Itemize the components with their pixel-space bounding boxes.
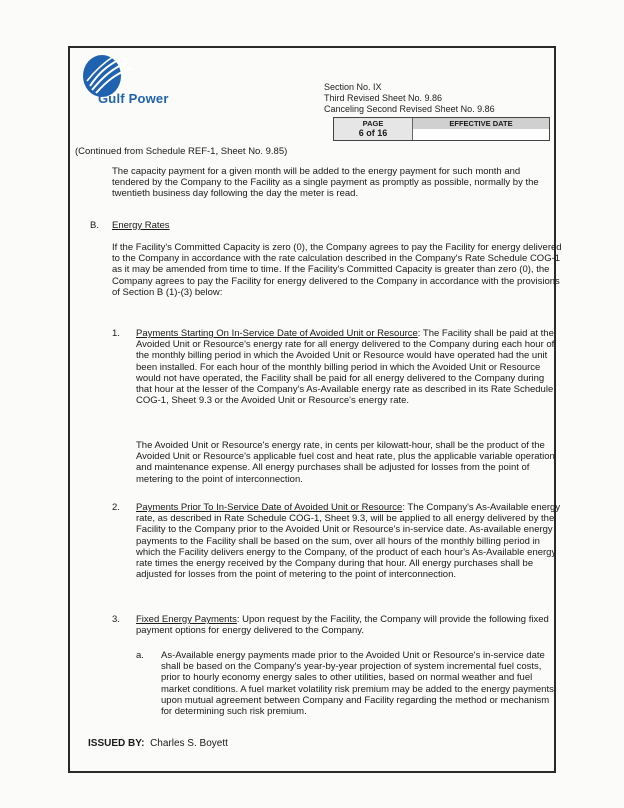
issued-by (88, 738, 228, 749)
item-2-number: 2. (112, 502, 120, 513)
effective-date-label: EFFECTIVE DATE (449, 119, 513, 128)
sheet-number: Third Revised Sheet No. 9.86 (324, 93, 443, 103)
page-table (333, 117, 550, 141)
item-1-number: 1. (112, 328, 120, 339)
page-cell (334, 118, 413, 140)
continued-note: (Continued from Schedule REF-1, Sheet No. 9.85) (75, 146, 288, 157)
section-b-label: B. (90, 220, 99, 231)
item-2-heading: Payments Prior To In-Service Date of Avoided Unit or Resource (136, 502, 403, 513)
item-3-number: 3. (112, 614, 120, 625)
sheet-info (324, 82, 495, 115)
effective-date-cell (413, 118, 549, 140)
item-2-text: : The Company's As-Available energy rate, as described in Rate Schedule COG-1, Sheet 9.3, will be applied to all energy delivered by the Facility to the Company prior to the Avoided Unit or Resource's in-service date. As-available energy payments to the Facility shall be based on the sum, over all hours of the monthly billing period in which the Facility delivers energy to the Company, of the product of each hour's As-Available energy rate times the energy received by the Company during that hour. All energy purchases shall be adjusted for losses from the point of metering to the point of interconnection. (136, 502, 561, 581)
page-value: 6 of 16 (358, 128, 388, 138)
page-label: PAGE (362, 119, 384, 128)
item-1-paragraph-2: The Avoided Unit or Resource's energy rate, in cents per kilowatt-hour, shall be the product of the Avoided Unit or Resource's applicable fuel cost and heat rate, plus the applicable variable operation and maintenance expense. All energy purchases shall be adjusted for losses from the point of metering to the point of interconnection. (136, 440, 555, 485)
issued-by-name: Charles S. Boyett (150, 738, 228, 749)
item-3a-paragraph: As-Available energy payments made prior to the Avoided Unit or Resource's in-service date shall be based on the Company's year-by-year projection of system incremental fuel costs, prior to hourly economy energy sales to other utilities, based on normal weather and fuel market conditions. A fuel market volatility risk premium may be added to the energy payments upon mutual agreement between Company and Facility regarding the method or mechanism for determining such risk premium. (161, 650, 554, 718)
brand-name: Gulf Power (98, 91, 169, 106)
item-3-paragraph (136, 614, 562, 636)
section-b-paragraph: If the Facility's Committed Capacity is zero (0), the Company agrees to pay the Facility for energy delivered to the Company in accordance with the rate calculation described in the Company's Rate Schedule COG-1 as it may be amended from time to time. If the Facility's Committed Capacity is greater than zero (0), the Company agrees to pay the Facility for energy delivered to the Company in accordance with the provisions of Section B (1)-(3) below: (112, 242, 562, 298)
capacity-paragraph: The capacity payment for a given month will be added to the energy payment for such month and tendered by the Company to the Facility as a single payment as promptly as possible, normally by the twentieth business day following the day the meter is read. (112, 166, 539, 200)
canceling-sheet: Canceling Second Revised Sheet No. 9.86 (324, 104, 495, 114)
item-3-text: : Upon request by the Facility, the Company will provide the following fixed payment options for energy delivered to the Company. (136, 614, 549, 637)
item-1-paragraph (136, 328, 562, 406)
section-number: Section No. IX (324, 82, 382, 92)
item-1-text: : The Facility shall be paid at the Avoided Unit or Resource's energy rate for all energy delivered to the Company during each hour of the monthly billing period in which the Avoided Unit or Resource would have operated had the unit been installed. For each hour of the monthly billing period in which the Avoided Unit or Resource would not have operated, the Facility shall be paid for all energy delivered to the Company during that hour at the lesser of the Company's As-Available energy rate as described in its Rate Schedule COG-1, Sheet 9.3 or the Avoided Unit or Resource's energy rate. (136, 328, 555, 407)
issued-by-label: ISSUED BY: (88, 738, 145, 749)
section-b-title: Energy Rates (112, 220, 170, 231)
item-3a-letter: a. (136, 650, 144, 661)
item-2-paragraph (136, 502, 562, 580)
item-1-heading: Payments Starting On In-Service Date of Avoided Unit or Resource (136, 328, 418, 339)
item-3-heading: Fixed Energy Payments (136, 614, 237, 625)
